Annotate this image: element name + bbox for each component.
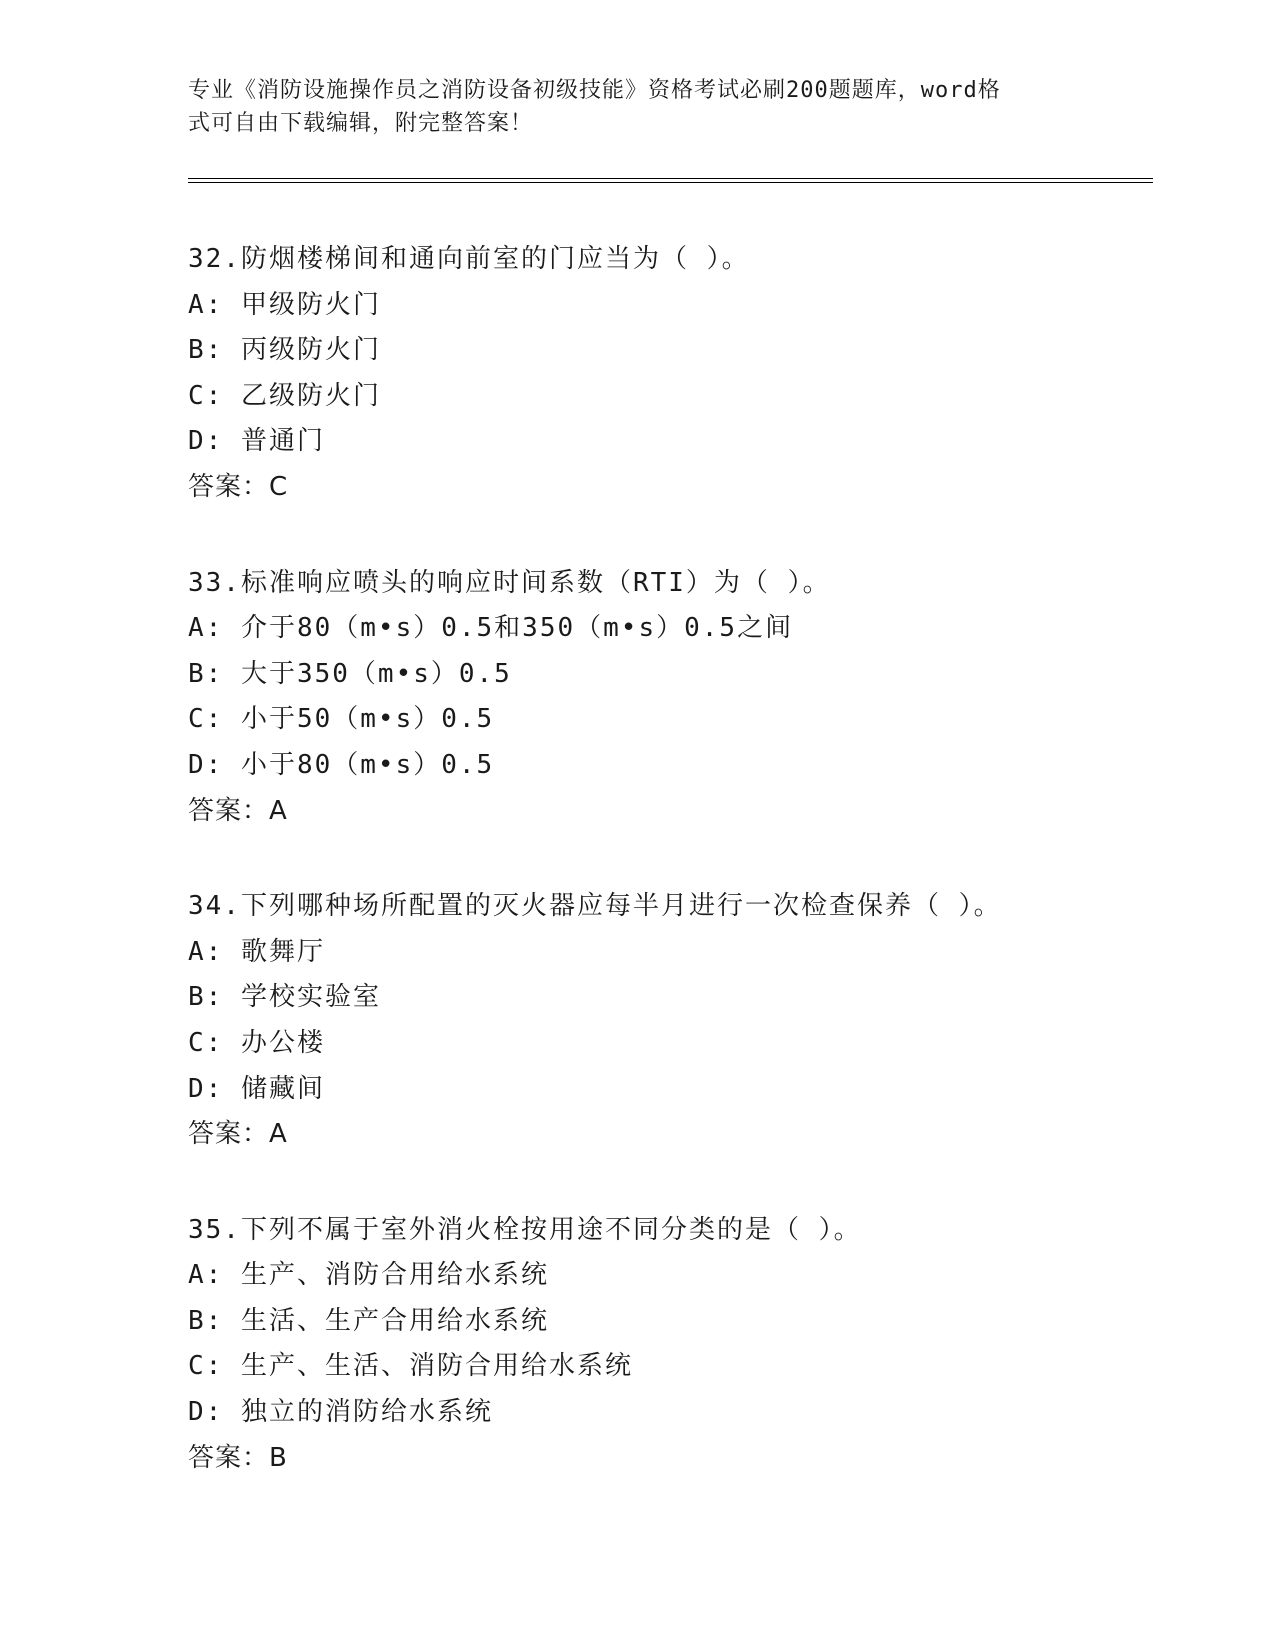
option-a: A: 介于80（m•s）0.5和350（m•s）0.5之间 bbox=[188, 613, 794, 644]
document-header bbox=[188, 74, 1088, 140]
option-a: A: 生产、消防合用给水系统 bbox=[188, 1260, 549, 1291]
option-c: C: 办公楼 bbox=[188, 1027, 325, 1058]
option-b: B: 大于350（m•s）0.5 bbox=[188, 658, 512, 689]
option-b: B: 学校实验室 bbox=[188, 982, 381, 1013]
option-c: C: 小于50（m•s）0.5 bbox=[188, 704, 495, 735]
question-32 bbox=[188, 237, 1188, 511]
answer: 答案：A bbox=[188, 1119, 288, 1150]
question-34 bbox=[188, 884, 1188, 1158]
question-stem: 33.标准响应喷头的响应时间系数（RTI）为（ ）。 bbox=[188, 567, 831, 598]
question-stem: 32.防烟楼梯间和通向前室的门应当为（ ）。 bbox=[188, 244, 750, 274]
option-b: B: 生活、生产合用给水系统 bbox=[188, 1305, 549, 1336]
question-list bbox=[188, 237, 1188, 1531]
header-divider-top bbox=[188, 178, 1153, 179]
option-c: C: 生产、生活、消防合用给水系统 bbox=[188, 1351, 633, 1382]
header-line-2: 式可自由下载编辑，附完整答案！ bbox=[188, 111, 534, 136]
option-d: D: 普通门 bbox=[188, 426, 325, 457]
option-d: D: 独立的消防给水系统 bbox=[188, 1397, 493, 1428]
answer: 答案：C bbox=[188, 471, 289, 502]
option-d: D: 储藏间 bbox=[188, 1073, 325, 1104]
header-divider-bottom bbox=[188, 182, 1153, 183]
question-stem: 35.下列不属于室外消火栓按用途不同分类的是（ ）。 bbox=[188, 1214, 862, 1245]
header-line-1: 专业《消防设施操作员之消防设备初级技能》资格考试必刷200题题库，word格 bbox=[188, 78, 1001, 103]
question-stem: 34.下列哪种场所配置的灭火器应每半月进行一次检查保养（ ）。 bbox=[188, 891, 1002, 922]
option-b: B: 丙级防火门 bbox=[188, 335, 381, 366]
option-a: A: 甲级防火门 bbox=[188, 289, 381, 320]
question-33 bbox=[188, 561, 1188, 835]
option-a: A: 歌舞厅 bbox=[188, 936, 325, 967]
option-d: D: 小于80（m•s）0.5 bbox=[188, 749, 495, 780]
option-c: C: 乙级防火门 bbox=[188, 380, 381, 411]
answer: 答案：A bbox=[188, 795, 288, 826]
answer: 答案：B bbox=[188, 1442, 288, 1473]
question-35 bbox=[188, 1208, 1188, 1482]
